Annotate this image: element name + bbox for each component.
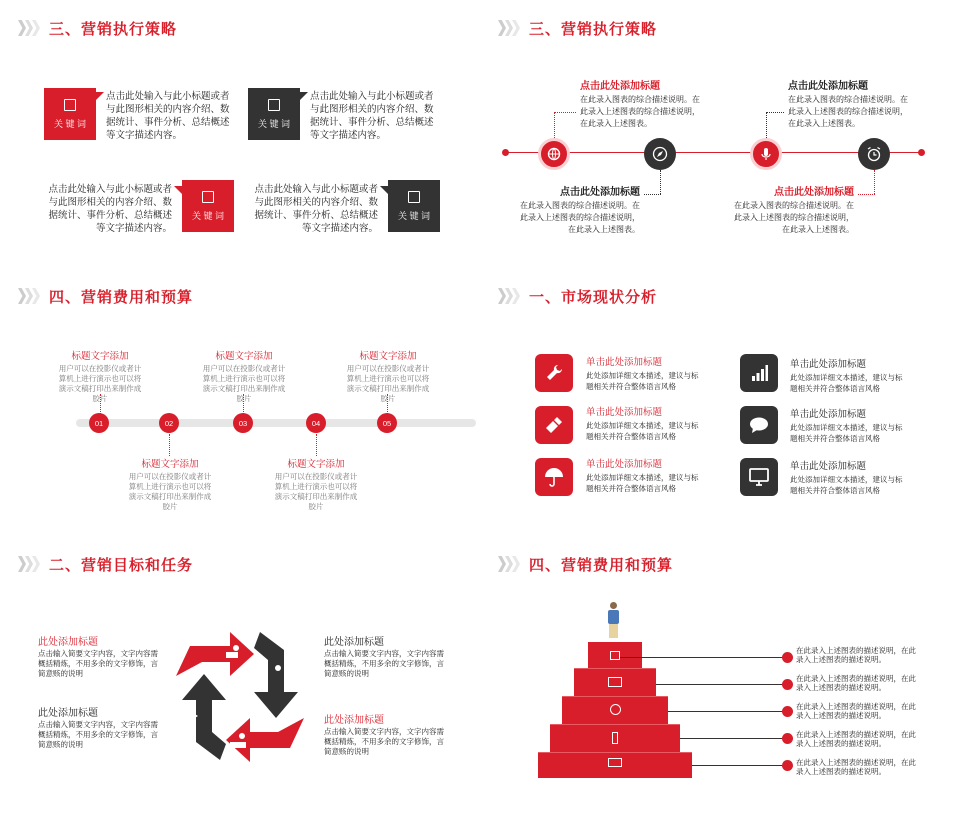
step-heading: 标题文字添加 <box>215 351 273 362</box>
globe-icon <box>547 147 561 161</box>
wrench-icon <box>535 354 573 392</box>
goal-body: 点击输入简要文字内容，文字内容需概括精炼，不用多余的文字修饰，言简意赅的说明 <box>324 649 444 678</box>
handshake-icon <box>182 711 198 721</box>
step-heading: 标题文字添加 <box>287 459 345 470</box>
step-number: 05 <box>377 413 397 433</box>
node-body: 在此录入图表的综合描述说明。在此录入上述图表的综合描述说明，在此录入上述图表。 <box>520 201 640 234</box>
node-body: 在此录入图表的综合描述说明。在此录入上述图表的综合描述说明，在此录入上述图表。 <box>580 95 700 128</box>
node-heading: 点击此处添加标题 <box>788 81 868 92</box>
step-number: 02 <box>159 413 179 433</box>
slide-budget-pyramid <box>480 544 960 816</box>
chevron-icon <box>498 20 519 36</box>
compass-icon <box>652 146 668 162</box>
speech-bubble-icon <box>740 406 778 444</box>
goal-body: 点击输入简要文字内容，文字内容需概括精炼，不用多余的文字修饰，言简意赅的说明 <box>324 727 444 756</box>
keyword-box: 关 键 词 <box>248 88 300 140</box>
item-body: 此处添加详细文本描述，建议与标题相关并符合整体语言风格 <box>586 371 699 391</box>
bar-chart-icon <box>740 354 778 392</box>
item-body: 此处添加详细文本描述，建议与标题相关并符合整体语言风格 <box>790 373 903 393</box>
node-body: 在此录入图表的综合描述说明。在此录入上述图表的综合描述说明，在此录入上述图表。 <box>734 201 854 234</box>
item-body: 此处添加详细文本描述，建议与标题相关并符合整体语言风格 <box>586 421 699 441</box>
target-icon <box>610 704 621 715</box>
goal-heading: 此处添加标题 <box>38 708 98 719</box>
step-body: 用户可以在投影仪或者计算机上进行演示也可以将演示文稿打印出来制作成胶片 <box>58 364 142 403</box>
laptop-icon <box>608 677 622 687</box>
microphone-icon <box>759 147 773 161</box>
item-body: 此处添加详细文本描述，建议与标题相关并符合整体语言风格 <box>586 473 699 493</box>
slide-market-analysis <box>480 272 960 544</box>
goal-body: 点击输入简要文字内容，文字内容需概括精炼，不用多余的文字修饰，言简意赅的说明 <box>38 720 158 749</box>
slide-title: 二、营销目标和任务 <box>18 552 193 576</box>
node-globe <box>538 138 570 170</box>
step-heading: 标题文字添加 <box>141 459 199 470</box>
tier-desc: 在此录入上述图表的描述说明，在此录入上述图表的描述说明。 <box>796 674 916 692</box>
chevron-icon <box>498 556 519 572</box>
edit-icon <box>64 99 76 111</box>
item-heading: 单击此处添加标题 <box>790 359 867 370</box>
item-body: 此处添加详细文本描述，建议与标题相关并符合整体语言风格 <box>790 475 903 495</box>
step-number: 03 <box>233 413 253 433</box>
edit-icon <box>268 99 280 111</box>
umbrella-icon <box>535 458 573 496</box>
monitor-icon <box>740 458 778 496</box>
item-heading: 单击此处添加标题 <box>586 357 663 368</box>
tier-desc: 在此录入上述图表的描述说明，在此录入上述图表的描述说明。 <box>796 758 916 776</box>
cycle-arrow-top <box>176 632 254 676</box>
edit-icon <box>202 191 214 203</box>
keyword-box: 关 键 词 <box>182 180 234 232</box>
keyword-box: 关 键 词 <box>44 88 96 140</box>
goal-heading: 此处添加标题 <box>38 637 98 648</box>
slide-execution-strategy-keywords <box>0 0 480 272</box>
chevron-icon <box>498 288 519 304</box>
keyword-desc: 点击此处输入与此小标题或者与此图形相关的内容介绍、数据统计、事件分析、总结概述等文字描述内容。 <box>106 91 230 141</box>
slide-goals-tasks <box>0 544 480 816</box>
tier-desc: 在此录入上述图表的描述说明，在此录入上述图表的描述说明。 <box>796 702 916 720</box>
usb-icon <box>535 406 573 444</box>
node-compass <box>644 138 676 170</box>
cycle-arrows-diagram <box>168 618 312 774</box>
node-heading: 点击此处添加标题 <box>774 187 854 198</box>
item-body: 此处添加详细文本描述，建议与标题相关并符合整体语言风格 <box>790 423 903 443</box>
item-heading: 单击此处添加标题 <box>586 459 663 470</box>
bottle-icon <box>612 732 618 744</box>
tier-desc: 在此录入上述图表的描述说明，在此录入上述图表的描述说明。 <box>796 730 916 748</box>
step-heading: 标题文字添加 <box>359 351 417 362</box>
slide-title: 四、营销费用和预算 <box>498 552 673 576</box>
goal-heading: 此处添加标题 <box>324 637 384 648</box>
keyword-desc: 点击此处输入与此小标题或者与此图形相关的内容介绍、数据统计、事件分析、总结概述等文字描述内容。 <box>48 184 172 234</box>
progress-track <box>76 419 476 427</box>
bag-icon <box>610 651 620 660</box>
node-body: 在此录入图表的综合描述说明。在此录入上述图表的综合描述说明，在此录入上述图表。 <box>788 95 908 128</box>
step-body: 用户可以在投影仪或者计算机上进行演示也可以将演示文稿打印出来制作成胶片 <box>274 472 358 511</box>
keyword-box: 关 键 词 <box>388 180 440 232</box>
node-alarm <box>858 138 890 170</box>
keyword-desc: 点击此处输入与此小标题或者与此图形相关的内容介绍、数据统计、事件分析、总结概述等文字描述内容。 <box>310 91 434 141</box>
step-body: 用户可以在投影仪或者计算机上进行演示也可以将演示文稿打印出来制作成胶片 <box>346 364 430 403</box>
tier-desc: 在此录入上述图表的描述说明，在此录入上述图表的描述说明。 <box>796 646 916 664</box>
step-heading: 标题文字添加 <box>71 351 129 362</box>
slide-title: 一、市场现状分析 <box>498 284 657 308</box>
cycle-arrow-bottom <box>226 718 304 762</box>
edit-icon <box>408 191 420 203</box>
node-heading: 点击此处添加标题 <box>580 81 660 92</box>
truck-icon <box>608 758 622 767</box>
slide-title: 四、营销费用和预算 <box>18 284 193 308</box>
slide-execution-strategy-timeline <box>480 0 960 272</box>
item-heading: 单击此处添加标题 <box>790 461 867 472</box>
item-heading: 单击此处添加标题 <box>790 409 867 420</box>
step-number: 01 <box>89 413 109 433</box>
chevron-icon <box>18 288 39 304</box>
node-microphone <box>750 138 782 170</box>
goal-heading: 此处添加标题 <box>324 715 384 726</box>
step-body: 用户可以在投影仪或者计算机上进行演示也可以将演示文稿打印出来制作成胶片 <box>202 364 286 403</box>
node-heading: 点击此处添加标题 <box>560 187 640 198</box>
goal-body: 点击输入简要文字内容，文字内容需概括精炼，不用多余的文字修饰，言简意赅的说明 <box>38 649 158 678</box>
keyword-desc: 点击此处输入与此小标题或者与此图形相关的内容介绍、数据统计、事件分析、总结概述等文字描述内容。 <box>254 184 378 234</box>
slide-budget-timeline <box>0 272 480 544</box>
slide-title: 三、营销执行策略 <box>498 16 657 40</box>
item-heading: 单击此处添加标题 <box>586 407 663 418</box>
chevron-icon <box>18 556 39 572</box>
slide-title: 三、营销执行策略 <box>18 16 177 40</box>
alarm-clock-icon <box>866 146 882 162</box>
step-number: 04 <box>306 413 326 433</box>
step-body: 用户可以在投影仪或者计算机上进行演示也可以将演示文稿打印出来制作成胶片 <box>128 472 212 511</box>
person-icon <box>608 602 620 642</box>
cycle-arrow-right <box>254 632 298 718</box>
chevron-icon <box>18 20 39 36</box>
